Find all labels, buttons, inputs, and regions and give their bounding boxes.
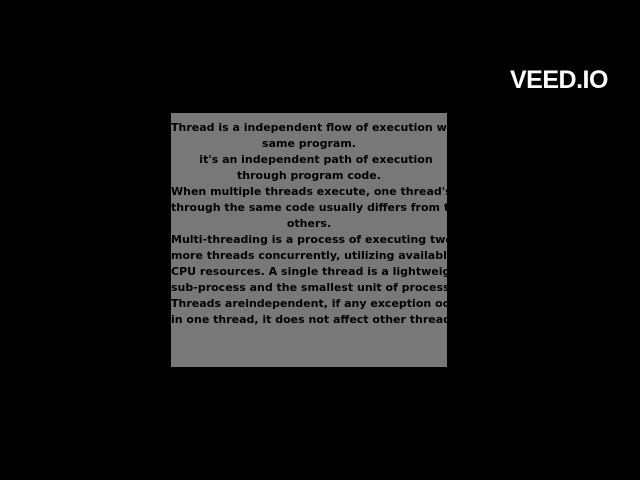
slide-line: others.: [286, 217, 332, 230]
slide-line: CPU resources. A single thread is a lightweight: [171, 265, 464, 278]
slide-line: Thread is a independent flow of execution with a: [171, 121, 475, 134]
slide-line: it's an independent path of execution: [199, 153, 433, 166]
slide-line: more threads concurrently, utilizing available: [171, 249, 455, 262]
text-slide: [171, 113, 484, 367]
slide-line: through the same code usually differs from the: [171, 201, 465, 214]
slide-body-text: [171, 120, 484, 328]
slide-line: through program code.: [237, 169, 381, 182]
slide-line: in one thread, it does not affect other threads.: [171, 313, 462, 326]
slide-line: Multi-threading is a process of executing two or: [171, 233, 470, 246]
slide-line: When multiple threads execute, one thread's path: [171, 185, 484, 198]
slide-line: same program.: [262, 137, 356, 150]
veed-watermark-logo: VEED.IO: [510, 66, 608, 94]
slide-line: Threads areindependent, if any exception occurs: [171, 297, 476, 310]
slide-line: sub-process and the smallest unit of processing.: [171, 281, 474, 294]
